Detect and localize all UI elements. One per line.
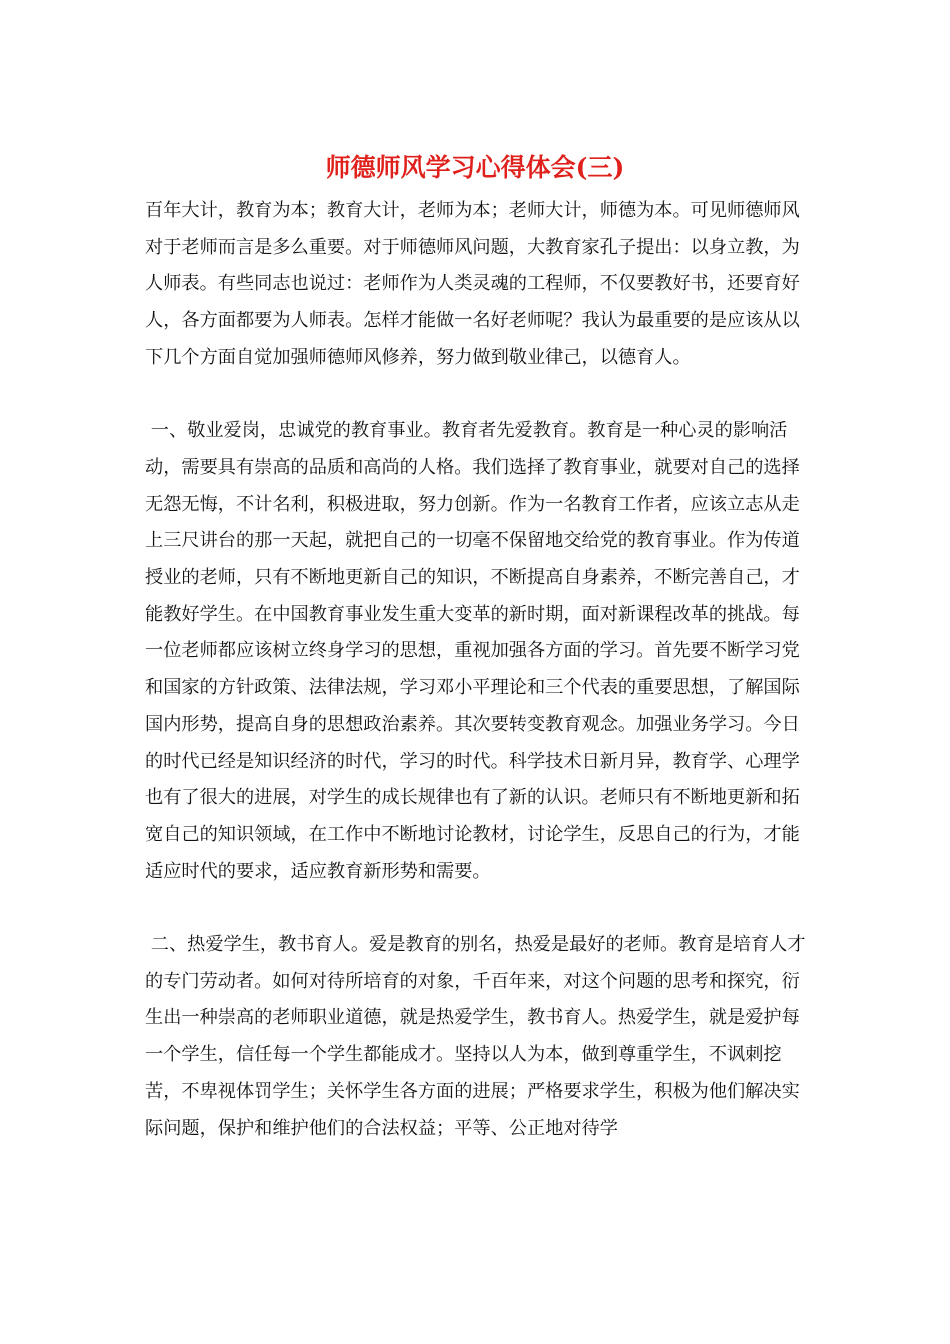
paragraph-spacer bbox=[145, 377, 807, 414]
paragraph-intro: 百年大计，教育为本；教育大计，老师为本；老师大计，师德为本。可见师德师风对于老师而言是多么重要。对于师德师风问题，大教育家孔子提出：以身立教，为人师表。有些同志也说过：老师作为人类灵魂的工程师，不仅要教好书，还要育好人，各方面都要为人师表。怎样才能做一名好老师呢？我认为最重要的是应该从以下几个方面自觉加强师德师风修养，努力做到敬业律己，以德育人。 bbox=[145, 200, 800, 368]
document-body bbox=[145, 193, 807, 1147]
paragraph-spacer bbox=[145, 890, 807, 927]
document-title: 师德师风学习心得体会(三) bbox=[325, 153, 625, 182]
paragraph-section-one: 一、敬业爱岗，忠诚党的教育事业。教育者先爱教育。教育是一种心灵的影响活动，需要具有崇高的品质和高尚的人格。我们选择了教育事业，就要对自己的选择无怨无悔，不计名利，积极进取，努力创新。作为一名教育工作者，应该立志从走上三尺讲台的那一天起，就把自己的一切毫不保留地交给党的教育事业。作为传道授业的老师，只有不断地更新自己的知识，不断提高自身素养，不断完善自己，才能教好学生。在中国教育事业发生重大变革的新时期，面对新课程改革的挑战。每一位老师都应该树立终身学习的思想，重视加强各方面的学习。首先要不断学习党和国家的方针政策、法律法规，学习邓小平理论和三个代表的重要思想，了解国际国内形势，提高自身的思想政治素养。其次要转变教育观念。加强业务学习。今日的时代已经是知识经济的时代，学习的时代。科学技术日新月异，教育学、心理学也有了很大的进展，对学生的成长规律也有了新的认识。老师只有不断地更新和拓宽自己的知识领域，在工作中不断地讨论教材，讨论学生，反思自己的行为，才能适应时代的要求，适应教育新形势和需要。 bbox=[145, 420, 800, 882]
paragraph-section-two: 二、热爱学生，教书育人。爱是教育的别名，热爱是最好的老师。教育是培育人才的专门劳动者。如何对待所培育的对象，千百年来，对这个问题的思考和探究，衍生出一种崇高的老师职业道德，就是热爱学生，教书育人。热爱学生，就是爱护每一个学生，信任每一个学生都能成才。坚持以人为本，做到尊重学生，不讽刺挖苦，不卑视体罚学生；关怀学生各方面的进展；严格要求学生，积极为他们解决实际问题，保护和维护他们的合法权益；平等、公正地对待学 bbox=[145, 934, 806, 1139]
